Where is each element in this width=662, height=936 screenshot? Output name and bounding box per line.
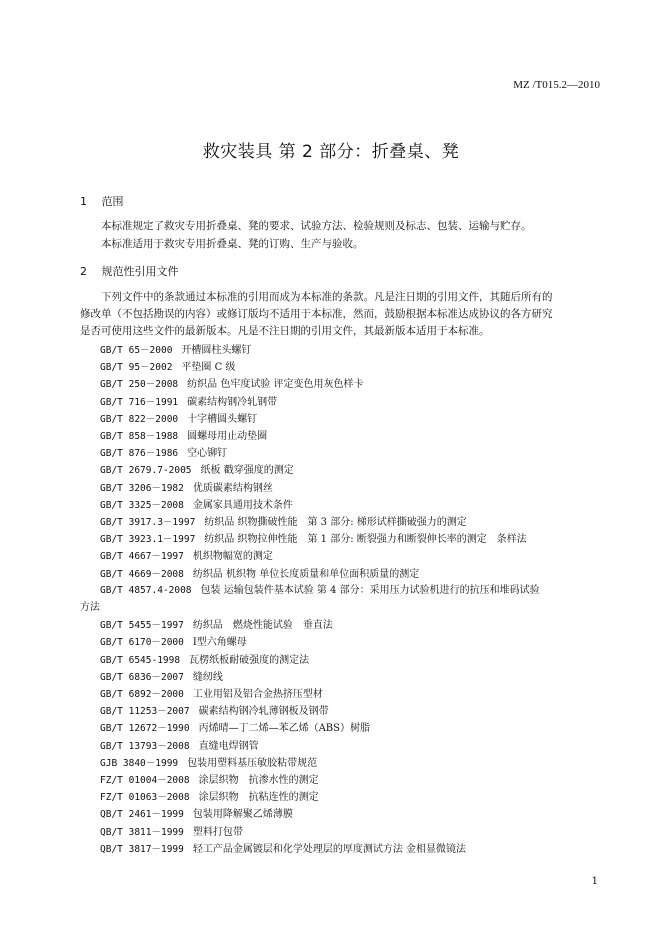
reference-code: GB/T 6170－2000 [100,637,184,649]
reference-code: GB/T 13793－2008 [100,740,190,752]
reference-item [80,582,601,616]
reference-code: GB/T 4667－1997 [100,551,184,563]
reference-title: 丙烯晴—丁二烯—苯乙烯（ABS）树脂 [198,723,370,735]
reference-title: 工业用铝及铝合金热挤压型材 [192,689,323,700]
reference-code: FZ/T 01063－2008 [100,792,190,804]
reference-item [100,375,364,390]
reference-code: FZ/T 01004－2008 [100,775,190,786]
reference-code: GB/T 250－2008 [100,379,179,391]
section-1-number: 1 [80,195,87,208]
reference-item [100,479,273,494]
reference-item [100,616,333,631]
reference-title: 涂层织物 抗渗水性的测定 [198,775,319,786]
reference-code: GB/T 6836－2007 [100,671,184,683]
reference-code: GB/T 65－2000 [100,345,173,356]
reference-title: 轻工产品金属镀层和化学处理层的厚度测试方法 金相显微镜法 [192,843,467,855]
section-1-title: 范围 [101,195,124,208]
reference-title: 纺织品 机织物 单位长度质量和单位面积质量的测定 [192,568,420,580]
reference-code: GB/T 716－1991 [100,396,179,408]
reference-code: QB/T 2461－1999 [100,809,184,821]
reference-item [100,805,293,820]
standard-code: MZ /T015.2—2010 [513,79,600,91]
reference-item [100,771,319,786]
reference-code: GB/T 876－1986 [100,448,179,460]
document-title: 救灾装具 第 2 部分：折叠桌、凳 [202,142,460,162]
section-2-intro-line-1: 下列文件中的条款通过本标准的引用而成为本标准的条款。凡是注日期的引用文件，其随后所有的 [101,291,553,303]
reference-code: GB/T 858－1988 [100,431,179,442]
reference-title: 开槽圆柱头螺钉 [181,345,252,356]
reference-code: GJB 3840－1999 [100,757,179,769]
reference-code: GB/T 5455－1997 [100,620,184,632]
reference-code: GB/T 2679.7-2005 [100,465,192,477]
section-2-intro-line-2: 修改单（不包括勘误的内容）或修订版均不适用于本标准，然而，鼓励根据本标准达成协议的各方研究 [80,308,553,320]
reference-item [100,341,251,356]
section-2-intro-line-3: 是否可使用这些文件的最新版本。凡是不注日期的引用文件，其最新版本适用于本标准。 [80,325,490,337]
reference-title: 碳素结构钢冷轧钢带 [187,396,278,408]
reference-item [100,427,267,442]
reference-title: 直缝电焊钢管 [198,740,259,752]
reference-title: Ⅰ型六角螺母 [192,637,247,649]
reference-item [100,565,419,580]
reference-title: 空心铆钉 [187,448,228,460]
reference-code: GB/T 3325－2008 [100,499,184,511]
reference-title: 瓦楞纸板耐破强度的测定法 [189,654,310,666]
reference-item [100,410,257,425]
reference-item [100,651,309,666]
reference-item [100,668,223,683]
reference-title: 包装用塑料基压敏胶粘带规范 [187,757,318,769]
reference-title: 平垫圈 C 级 [181,362,236,374]
reference-title: 纺织品 织物拉伸性能 第 1 部分: 断裂强力和断裂伸长率的测定 条样法 [204,534,527,546]
reference-code: GB/T 4857.4-2008 [100,584,192,596]
reference-title: 碳素结构钢冷轧薄钢板及钢带 [198,706,329,718]
reference-title: 纺织品 燃烧性能试验 垂直法 [192,620,333,632]
reference-code: GB/T 95－2002 [100,362,173,374]
reference-item [100,530,527,545]
reference-code: GB/T 3206－1982 [100,482,184,494]
reference-title: 包装 运输包装件基本试验 第 4 部分：采用压力试验机进行的抗压和堆码试验 [200,584,540,596]
reference-title: 纺织品 织物撕破性能 第 3 部分: 梯形试样撕破强力的测定 [204,517,467,528]
reference-item [100,823,243,838]
reference-item [100,496,293,511]
reference-title: 圆螺母用止动垫圈 [187,431,268,442]
reference-code: QB/T 3811－1999 [100,826,184,838]
page-number: 1 [591,876,598,887]
reference-title: 纺织品 色牢度试验 评定变色用灰色样卡 [187,379,364,391]
reference-title: 塑料打包带 [192,826,243,838]
reference-code: GB/T 12672－1990 [100,723,190,735]
reference-item [100,702,329,717]
reference-item [100,719,370,734]
reference-title: 优质碳素结构钢丝 [192,482,273,494]
reference-title: 十字槽圆头螺钉 [187,413,258,425]
reference-title: 金属家具通用技术条件 [192,499,293,511]
reference-code: GB/T 3917.3－1997 [100,517,196,528]
reference-code: GB/T 3923.1－1997 [100,534,196,546]
reference-item [100,788,319,803]
reference-code: GB/T 6545-1998 [100,654,181,666]
reference-item [100,393,277,408]
section-2-number: 2 [80,265,87,278]
reference-code: GB/T 4669－2008 [100,568,184,580]
section-2-title: 规范性引用文件 [101,265,179,278]
reference-code: GB/T 6892－2000 [100,689,184,700]
reference-title: 纸板 戳穿强度的测定 [200,465,294,477]
reference-item [100,547,273,562]
section-1-paragraph-2: 本标准适用于救灾专用折叠桌、凳的订购、生产与验收。 [101,238,364,250]
reference-code: QB/T 3817－1999 [100,843,184,855]
reference-item [100,840,466,855]
reference-item [100,754,317,769]
section-1-paragraph-1: 本标准规定了救灾专用折叠桌、凳的要求、试验方法、检验规则及标志、包装、运输与贮存。 [101,220,532,232]
reference-code: GB/T 11253－2007 [100,706,190,718]
reference-item [100,737,259,752]
reference-title: 涂层织物 抗粘连性的测定 [198,792,319,804]
reference-title: 缝纫线 [192,671,223,683]
reference-item [100,685,323,700]
reference-item [100,633,247,648]
reference-item [100,358,235,373]
reference-item [100,461,294,476]
reference-title: 包装用降解聚乙烯薄膜 [192,809,293,821]
reference-item [100,444,227,459]
reference-item [100,513,467,528]
reference-title: 机织物幅宽的测定 [192,551,273,563]
reference-code: GB/T 822－2000 [100,413,179,425]
reference-title-continuation: 方法 [80,601,100,613]
